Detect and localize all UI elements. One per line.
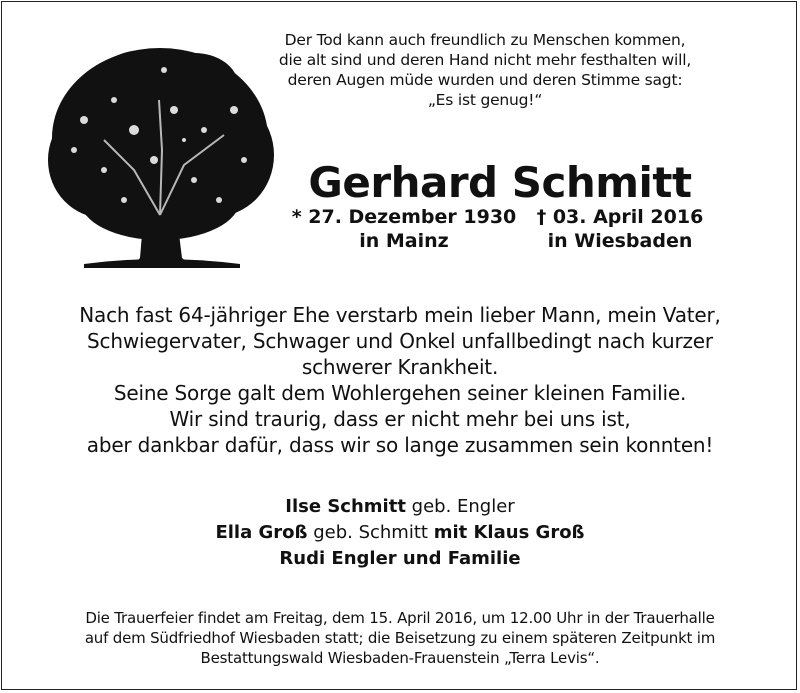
funeral-line: Bestattungswald Wiesbaden-Frauenstein „Terra Levis“. xyxy=(200,649,600,667)
death-date: † 03. April 2016 xyxy=(536,206,704,228)
mourner-line xyxy=(100,546,700,572)
message-line: aber dankbar dafür, dass wir so lange zusammen sein konnten! xyxy=(86,433,714,457)
mourner-line xyxy=(100,520,700,546)
mourner-detail: geb. Schmitt xyxy=(307,522,434,543)
mourner-detail: geb. Engler xyxy=(405,496,515,517)
funeral-line: auf dem Südfriedhof Wiesbaden statt; die Beisetzung zu einem späteren Zeitpunkt im xyxy=(84,629,716,647)
birth-place: in Mainz xyxy=(359,230,449,252)
poem-line: „Es ist genug!“ xyxy=(427,91,543,109)
poem-line: deren Augen müde wurden und deren Stimme sagt: xyxy=(287,71,683,89)
birth-info xyxy=(284,205,524,253)
mourners xyxy=(100,494,700,572)
funeral-line: Die Trauerfeier findet am Freitag, dem 15. April 2016, um 12.00 Uhr in der Trauerhalle xyxy=(85,609,715,627)
funeral-info xyxy=(10,608,790,668)
death-info xyxy=(520,205,720,253)
mourner-name: Rudi Engler und Familie xyxy=(279,548,521,569)
mourner-partner: mit Klaus Groß xyxy=(433,522,585,543)
death-place: in Wiesbaden xyxy=(547,230,693,252)
birth-date: * 27. Dezember 1930 xyxy=(291,206,517,228)
mourner-line xyxy=(100,494,700,520)
message-line: Nach fast 64-jähriger Ehe verstarb mein lieber Mann, mein Vater, xyxy=(79,303,721,327)
mourner-name: Ilse Schmitt xyxy=(285,496,406,517)
message-line: Seine Sorge galt dem Wohlergehen seiner kleinen Familie. xyxy=(113,381,687,405)
poem-line: die alt sind und deren Hand nicht mehr festhalten will, xyxy=(278,51,692,69)
obituary-message xyxy=(40,302,760,458)
mourner-name: Ella Groß xyxy=(215,522,308,543)
message-line: Schwiegervater, Schwager und Onkel unfallbedingt nach kurzer xyxy=(87,329,713,353)
poem xyxy=(250,30,720,110)
message-line: Wir sind traurig, dass er nicht mehr bei uns ist, xyxy=(169,407,631,431)
message-line: schwerer Krankheit. xyxy=(301,355,499,379)
tree-icon xyxy=(44,40,276,270)
poem-line: Der Tod kann auch freundlich zu Menschen kommen, xyxy=(284,31,686,49)
deceased-name: Gerhard Schmitt xyxy=(308,158,692,207)
